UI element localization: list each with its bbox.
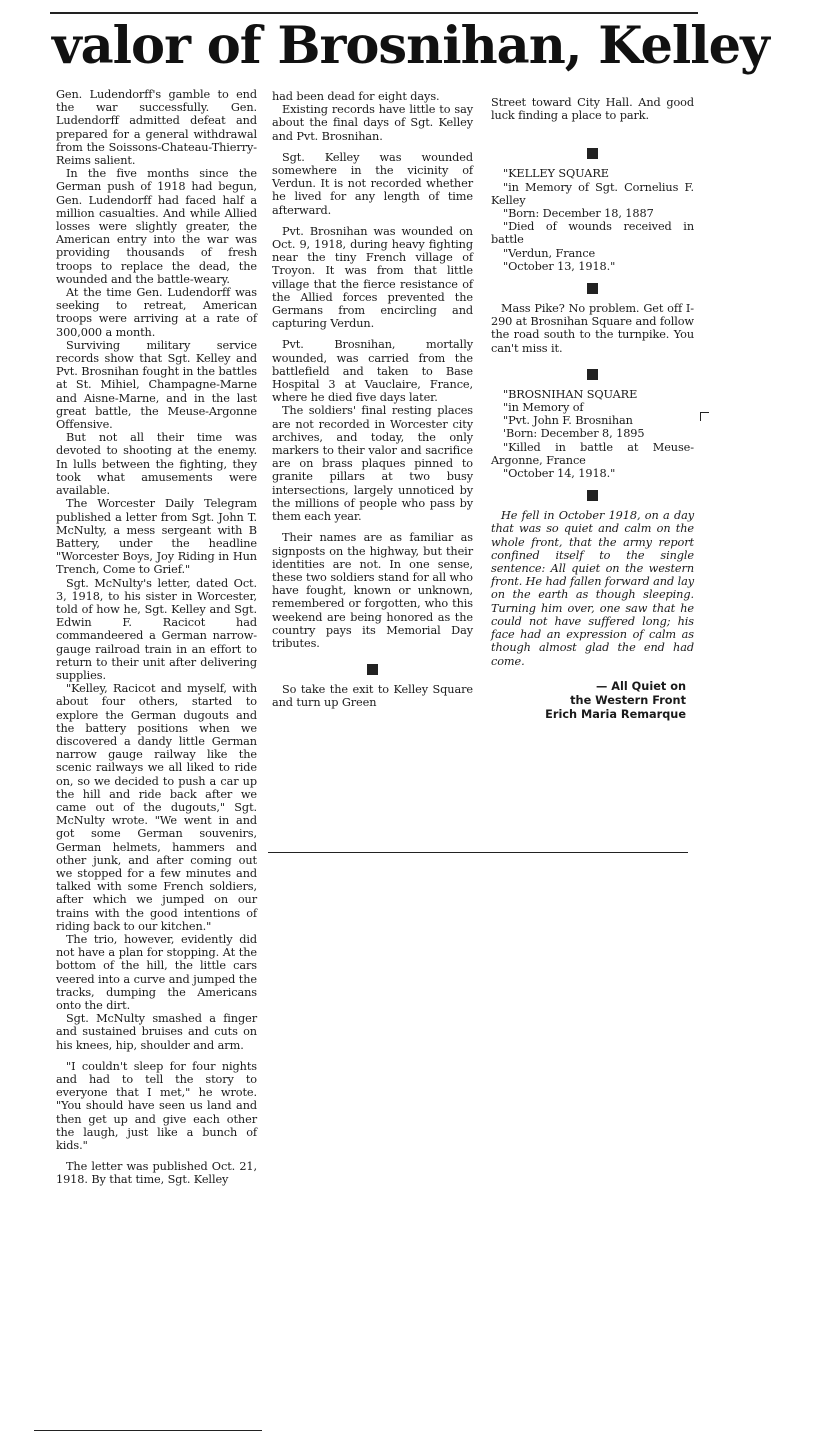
paragraph: Sgt. Kelley was wounded somewhere in the vicinity of Verdun. It is not recorded whether he lived for any length of time afterward.: [272, 150, 473, 217]
section-bullet: [587, 369, 598, 380]
plaque-line: "October 14, 1918.": [503, 467, 616, 481]
paragraph: Pvt. Brosnihan, mortally wounded, was carried from the battlefield and taken to Base Hospital 3 at Vauclaire, France, where he died five days later.: [272, 338, 473, 405]
column-1-bottom-rule: [34, 1430, 262, 1431]
paragraph: Existing records have little to say about the final days of Sgt. Kelley and Pvt. Brosnihan.: [272, 103, 473, 143]
paragraph: The letter was published Oct. 21, 1918. By that time, Sgt. Kelley: [56, 1160, 257, 1187]
paragraph: Surviving military service records show that Sgt. Kelley and Pvt. Brosnihan fought in the battles at St. Mihiel, Champagne-Marne and Aisne-Marne, and in the last great battle, the Meuse-Argonne Offensive.: [56, 338, 257, 432]
paragraph: Pvt. Brosnihan was wounded on Oct. 9, 1918, during heavy fighting near the tiny French village of Troyon. It was from that little village that the fierce resistance of the Allied forces prevented the Germans from encircling and capturing Verdun.: [272, 224, 473, 331]
plaque-line: "Born: December 18, 1887: [503, 207, 654, 221]
article-column-2: [272, 90, 473, 710]
paragraph: Sgt. McNulty smashed a finger and sustained bruises and cuts on his knees, hip, shoulder and arm.: [56, 1012, 257, 1052]
paragraph: But not all their time was devoted to shooting at the enemy. In lulls between the fighting, they took what amusements were available.: [56, 431, 257, 498]
section-bullet: [367, 664, 378, 675]
plaque-line: "in Memory of: [503, 401, 584, 415]
plaque-line: "BROSNIHAN SQUARE: [503, 387, 638, 401]
kelley-plaque-text: [491, 167, 694, 273]
plaque-line: "KELLEY SQUARE: [503, 167, 609, 181]
paragraph: At the time Gen. Ludendorff was seeking to retreat, American troops were arriving at a rate of 300,000 a month.: [56, 286, 257, 339]
paragraph: So take the exit to Kelley Square and turn up Green: [272, 683, 473, 710]
section-bullet: [587, 490, 598, 501]
quote-paragraph: He fell in October 1918, on a day that was so quiet and calm on the whole front, that the army report confined itself to the single sentence: All quiet on the western front. He had fallen forward and lay on the earth as though sleeping. Turning him over, one saw that he could not have suffered long; his face had an expression of calm as though almost glad the end had come.: [491, 509, 695, 668]
columns-2-3-bottom-rule: [268, 852, 688, 853]
plaque-line: "October 13, 1918.": [503, 259, 616, 273]
paragraph: Sgt. McNulty's letter, dated Oct. 3, 1918, to his sister in Worcester, told of how he, Sgt. Kelley and Sgt. Edwin F. Racicot had commandeered a German narrow-gauge railroad train in an effort to return to their unit after delivering supplies.: [56, 576, 257, 682]
plaque-line: 'Born: December 8, 1895: [503, 427, 645, 441]
plaque-line: "Pvt. John F. Brosnihan: [503, 414, 633, 428]
paragraph: Mass Pike? No problem. Get off I-290 at Brosnihan Square and follow the road south to the turnpike. You can't miss it.: [491, 302, 694, 355]
section-bullet: [587, 148, 598, 159]
paragraph: Gen. Ludendorff's gamble to end the war successfully. Gen. Ludendorff admitted defeat and prepared for a general withdrawal from the Soissons-Chateau-Thierry-Reims salient.: [56, 88, 257, 168]
paragraph: "I couldn't sleep for four nights and had to tell the story to everyone that I met," he wrote. "You should have seen us land and then get up and give each other the laugh, just like a bunch of kids.": [56, 1059, 257, 1153]
attribution-line: the Western Front: [570, 693, 686, 707]
paragraph: The trio, however, evidently did not have a plan for stopping. At the bottom of the hill, the little cars veered into a curve and jumped the tracks, dumping the Americans onto the dirt.: [56, 933, 257, 1013]
attribution-line: — All Quiet on: [596, 679, 686, 693]
section-bullet: [587, 283, 598, 294]
paragraph: "Kelley, Racicot and myself, with about four others, started to explore the German dugouts and the battery positions when we discovered a dandy little German narrow gauge railway like the scenic railways we all liked to ride on, so we decided to push a car up the hill and ride back after we came out of the dugouts," Sgt. McNulty wrote. "We went in and got some German souvenirs, German helmets, hammers and other junk, and after coming out we stopped for a few minutes and talked with some French soldiers, after which we jumped on our trains with the good intentions of riding back to our kitchen.": [56, 682, 257, 933]
paragraph: Their names are as familiar as signposts on the highway, but their identities are not. In one sense, these two soldiers stand for all who have fought, known or unknown, remembered or forgotten, who this weekend are being honored as the country pays its Memorial Day tributes.: [272, 531, 473, 650]
plaque-line: "in Memory of Sgt. Cornelius F. Kelley: [491, 180, 694, 207]
headline: valor of Brosnihan, Kelley: [52, 16, 769, 76]
quote-attribution: [491, 680, 694, 722]
paragraph: had been dead for eight days.: [272, 90, 440, 103]
plaque-line: "Verdun, France: [503, 246, 596, 260]
paragraph: Street toward City Hall. And good luck finding a place to park.: [491, 96, 694, 123]
paragraph: The Worcester Daily Telegram published a letter from Sgt. John T. McNulty, a mess sergeant with B Battery, under the headline "Worcester Boys, Joy Riding in Hun Trench, Come to Grief.": [56, 497, 257, 577]
paragraph: The soldiers' final resting places are not recorded in Worcester city archives, and today, the only markers to their valor and sacrifice are on brass plaques pinned to granite pillars at two busy intersections, largely unnoticed by the millions of people who pass by them each year.: [272, 404, 473, 524]
plaque-line: "Died of wounds received in battle: [491, 220, 694, 247]
brosnihan-plaque-text: [491, 388, 694, 480]
plaque-line: "Killed in battle at Meuse-Argonne, France: [491, 440, 694, 467]
article-column-1: [56, 88, 257, 1187]
paragraph: In the five months since the German push of 1918 had begun, Gen. Ludendorff had faced half a million casualties. And while Allied losses were slightly greater, the American entry into the war was providing thousands of fresh troops to replace the dead, the wounded and the battle-weary.: [56, 167, 257, 286]
attribution-line: Erich Maria Remarque: [545, 707, 686, 721]
article-column-3: [491, 96, 694, 722]
crop-mark: [700, 412, 709, 421]
